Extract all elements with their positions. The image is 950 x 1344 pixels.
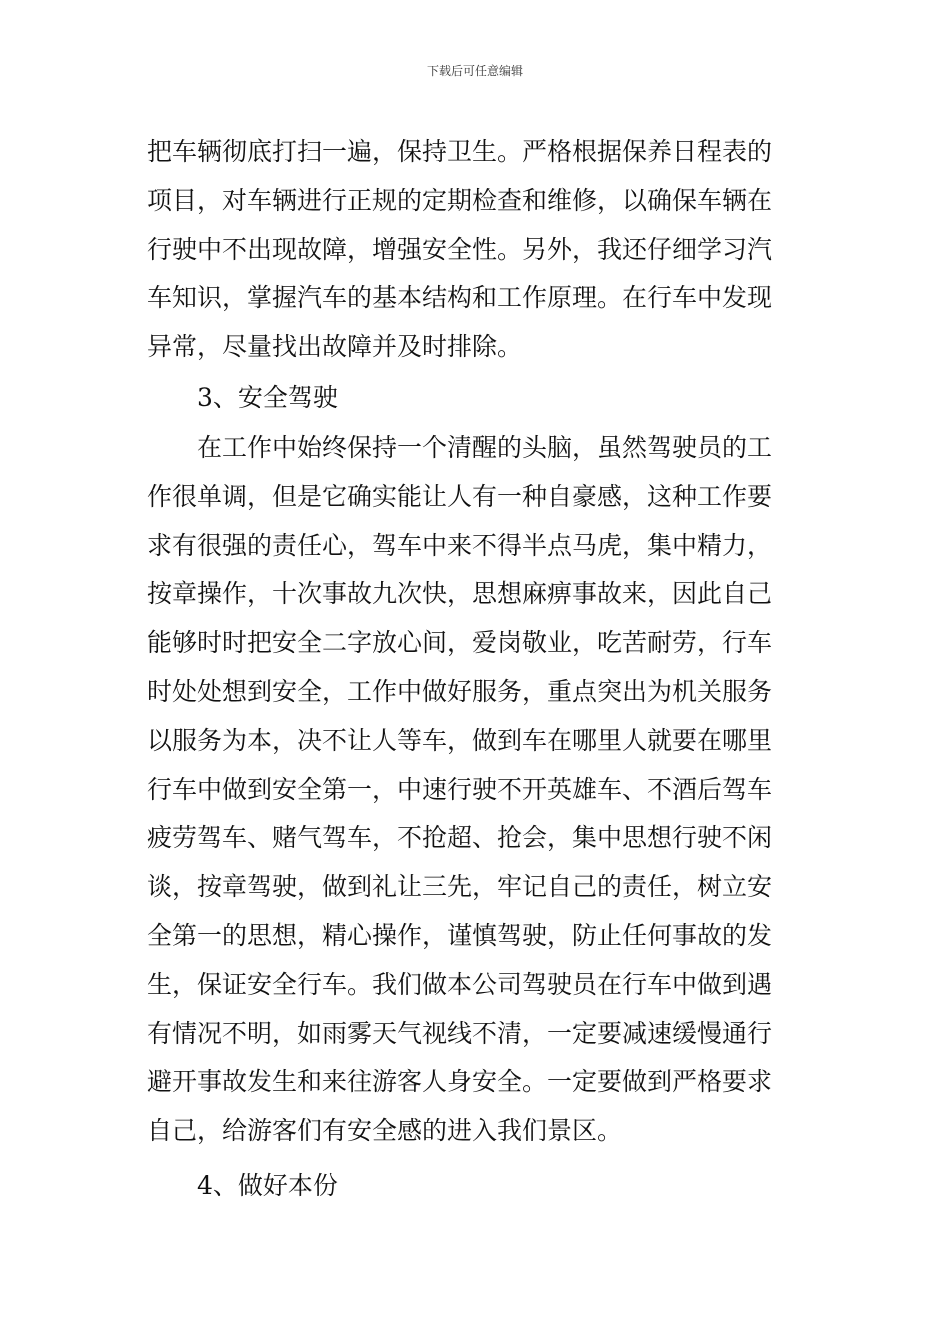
- text-line: 谈，按章驾驶，做到礼让三先，牢记自己的责任，树立安: [147, 872, 773, 902]
- text-line: 自己，给游客们有安全感的进入我们景区。: [147, 1116, 623, 1146]
- text-line: 车知识，掌握汽车的基本结构和工作原理。在行车中发现: [147, 283, 773, 313]
- text-line: 异常，尽量找出故障并及时排除。: [147, 332, 523, 362]
- text-line: 行驶中不出现故障，增强安全性。另外，我还仔细学习汽: [147, 234, 773, 264]
- text-line: 有情况不明，如雨雾天气视线不清，一定要减速缓慢通行: [147, 1018, 773, 1048]
- text-line: 疲劳驾车、赌气驾车，不抢超、抢会，集中思想行驶不闲: [147, 823, 773, 853]
- document-body: [147, 128, 807, 1212]
- text-line: 行车中做到安全第一，中速行驶不开英雄车、不酒后驾车: [147, 774, 773, 804]
- text-line: 以服务为本，决不让人等车，做到车在哪里人就要在哪里: [147, 725, 773, 755]
- page-header-note: 下载后可任意编辑: [426, 64, 523, 78]
- text-line: 时处处想到安全，工作中做好服务，重点突出为机关服务: [147, 676, 773, 706]
- text-line: 把车辆彻底打扫一遍，保持卫生。严格根据保养日程表的: [147, 137, 773, 166]
- section-heading: 3、安全驾驶: [197, 382, 338, 412]
- text-line: 项目，对车辆进行正规的定期检查和维修，以确保车辆在: [147, 185, 773, 215]
- text-line: 全第一的思想，精心操作，谨慎驾驶，防止任何事故的发: [147, 920, 773, 950]
- text-line: 按章操作，十次事故九次快，思想麻痹事故来，因此自己: [147, 579, 773, 609]
- text-line: 避开事故发生和来往游客人身安全。一定要做到严格要求: [147, 1067, 773, 1097]
- text-line: 生，保证安全行车。我们做本公司驾驶员在行车中做到遇: [147, 969, 773, 999]
- paragraph-first-line: 在工作中始终保持一个清醒的头脑，虽然驾驶员的工: [197, 432, 773, 462]
- text-line: 能够时时把安全二字放心间，爱岗敬业，吃苦耐劳，行车: [147, 628, 773, 658]
- text-line: 求有很强的责任心，驾车中来不得半点马虎，集中精力，: [147, 530, 773, 560]
- text-line: 作很单调，但是它确实能让人有一种自豪感，这种工作要: [147, 481, 773, 511]
- section-heading: 4、做好本份: [197, 1170, 338, 1200]
